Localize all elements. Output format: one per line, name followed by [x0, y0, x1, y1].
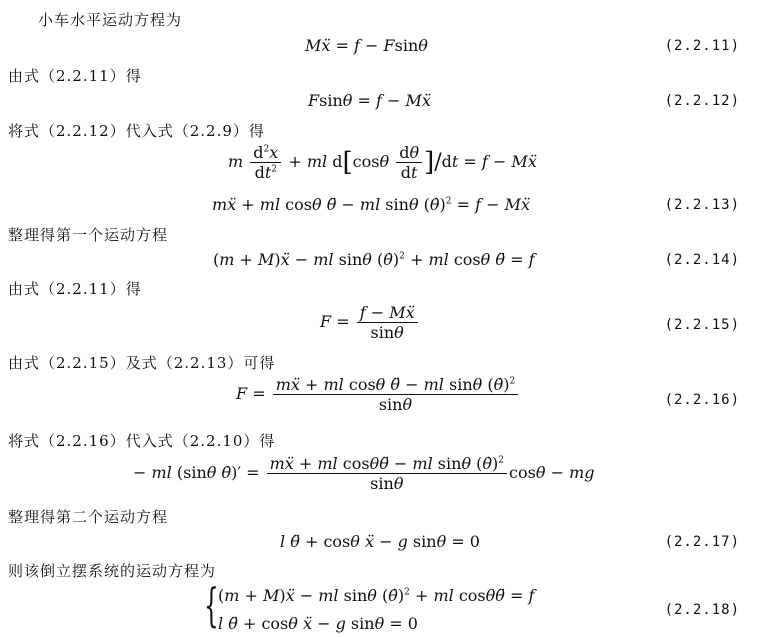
- equation-number: (2.2.15): [664, 317, 740, 333]
- text-line: 整理得第一个运动方程: [8, 226, 169, 244]
- text-line: 由式（2.2.11）得: [8, 67, 142, 85]
- equation-number: (2.2.13): [664, 197, 740, 213]
- equation-number: (2.2.12): [664, 93, 740, 109]
- text-line: 整理得第二个运动方程: [8, 508, 169, 526]
- equation-derivation: m $\frac{d^2x}{dt^2}$ + ml d[cosθ $\frac{d\theta}{dt}$ ]/dt = f − Mẍ: [228, 143, 537, 183]
- text-line: 则该倒立摆系统的运动方程为: [8, 562, 217, 580]
- text-line: 由式（2.2.11）得: [8, 280, 142, 298]
- text-line: 小车水平运动方程为: [38, 11, 183, 29]
- equation-2-2-14: (m + M)ẍ − ml sinθ (θ̇)$^2$ + ml cosθ θ̈ = f: [213, 250, 535, 269]
- equation-2-2-11: Mẍ = f − Fsinθ: [305, 36, 428, 55]
- equation-number: (2.2.16): [664, 392, 740, 408]
- equation-number: (2.2.18): [664, 602, 740, 618]
- equation-second-derivation: − ml (sinθ θ̇)′ = $\frac{mẍ + ml \cos\theta\thetä - ml \sin\theta (\thetȧ)^2}{\sin\theta}$ cosθ − mg: [133, 454, 595, 494]
- text-line: 将式（2.2.12）代入式（2.2.9）得: [8, 122, 265, 140]
- system-row-1: (m + M)ẍ − ml sinθ (θ̇)$^2$ + ml cosθθ̈ = f: [218, 586, 535, 605]
- equation-number: (2.2.11): [664, 38, 740, 54]
- left-brace: {: [204, 578, 219, 632]
- equation-system-2-2-18: [204, 578, 564, 636]
- system-row-2: l θ̈ + cosθ ẍ − g sinθ = 0: [218, 614, 418, 633]
- text-line: 将式（2.2.16）代入式（2.2.10）得: [8, 432, 276, 450]
- equation-number: (2.2.14): [664, 252, 740, 268]
- equation-2-2-17: l θ̈ + cosθ ẍ − g sinθ = 0: [280, 532, 480, 551]
- equation-2-2-12: Fsinθ = f − Mẍ: [308, 91, 431, 110]
- equation-2-2-15: F = $\frac{\text{f − Mẍ}}{\sin\theta}$: [320, 303, 420, 342]
- equation-number: (2.2.17): [664, 534, 740, 550]
- equation-2-2-13: mẍ + ml cosθ θ̈ − ml sinθ (θ̇)$^2$ = f − Mẍ: [212, 195, 531, 214]
- equation-2-2-16: F = $\frac{mẍ + ml \cos\theta \thetä - ml \sin\theta (\thetȧ)^2}{\sin\theta}$: [236, 375, 520, 414]
- text-line: 由式（2.2.15）及式（2.2.13）可得: [8, 354, 276, 372]
